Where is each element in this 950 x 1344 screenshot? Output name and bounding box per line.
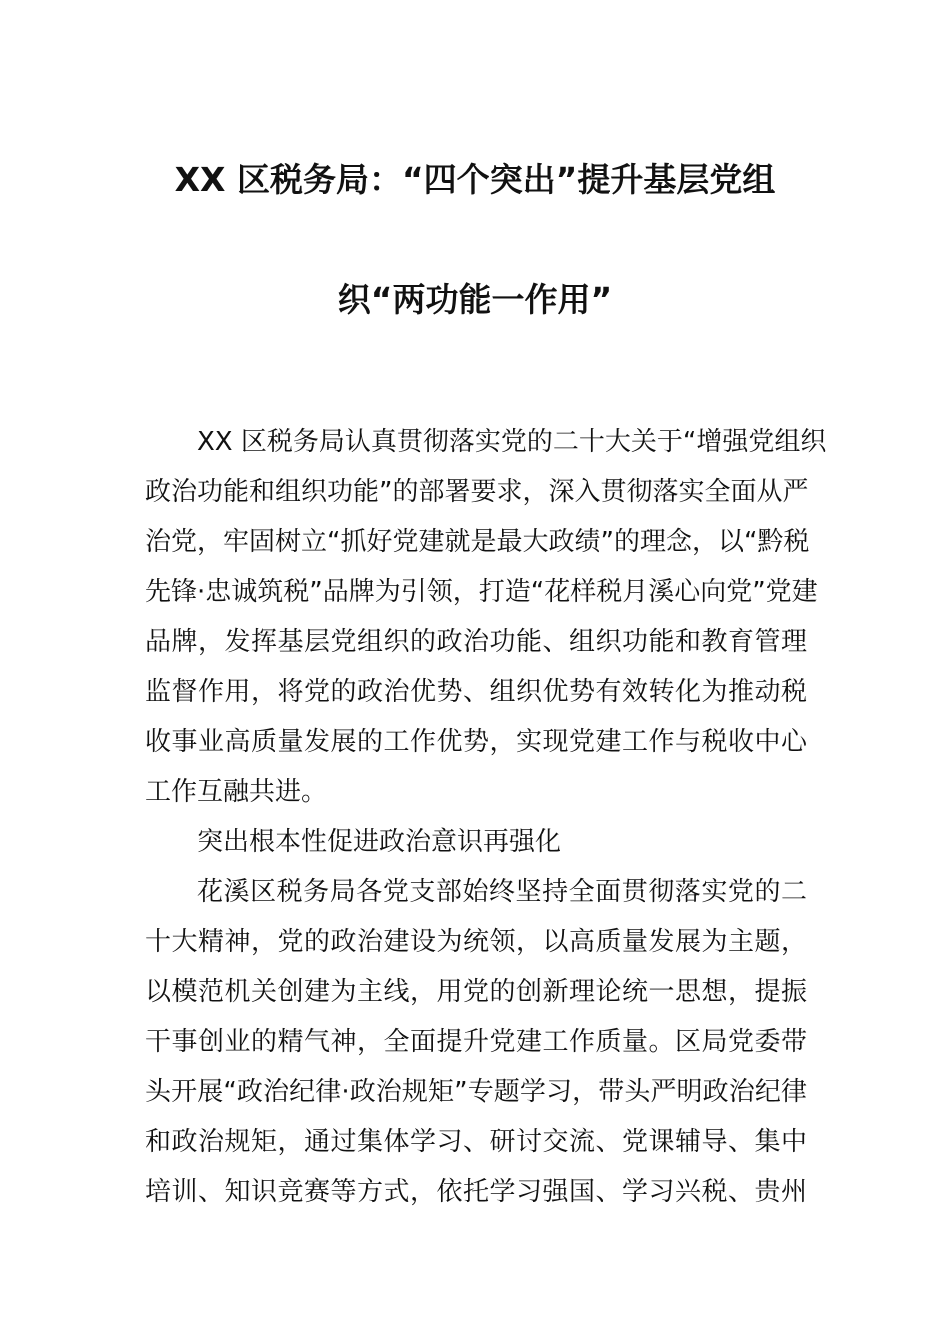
paragraph-section-1 [145,867,807,1217]
paragraph-line: 工作互融共进。 [145,777,328,807]
paragraph-line: 和政治规矩，通过集体学习、研讨交流、党课辅导、集中 [145,1127,807,1157]
document-body [145,417,827,1217]
paragraph-line: 品牌，发挥基层党组织的政治功能、组织功能和教育管理 [145,627,807,657]
paragraph-line: 头开展“政治纪律·政治规矩”专题学习，带头严明政治纪律 [145,1077,807,1107]
paragraph-line: 培训、知识竞赛等方式，依托学习强国、学习兴税、贵州 [145,1177,807,1207]
paragraph-line: 以模范机关创建为主线，用党的创新理论统一思想，提振 [145,977,807,1007]
paragraph-line: 干事创业的精气神，全面提升党建工作质量。区局党委带 [145,1027,807,1057]
paragraph-line: 收事业高质量发展的工作优势，实现党建工作与税收中心 [145,727,807,757]
section-heading [145,817,807,867]
paragraph-line: XX 区税务局认真贯彻落实党的二十大关于“增强党组织 [197,427,827,457]
paragraph-line: 十大精神，党的政治建设为统领，以高质量发展为主题， [145,927,807,957]
document-title-line-1: XX 区税务局：“四个突出”提升基层党组 [174,160,776,199]
document-title-line-2: 织“两功能一作用” [337,280,613,319]
paragraph-line: 先锋·忠诚筑税”品牌为引领，打造“花样税月溪心向党”党建 [145,577,818,607]
section-heading-text: 突出根本性促进政治意识再强化 [197,827,562,857]
paragraph-intro [145,417,827,817]
paragraph-line: 治党，牢固树立“抓好党建就是最大政绩”的理念，以“黔税 [145,527,810,557]
paragraph-line: 花溪区税务局各党支部始终坚持全面贯彻落实党的二 [197,877,807,907]
paragraph-line: 监督作用，将党的政治优势、组织优势有效转化为推动税 [145,677,807,707]
paragraph-line: 政治功能和组织功能”的部署要求，深入贯彻落实全面从严 [145,477,809,507]
